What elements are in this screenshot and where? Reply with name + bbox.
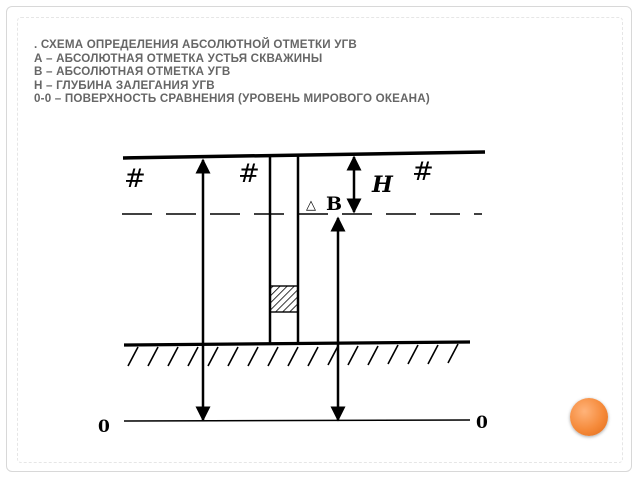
label-b: B <box>326 193 343 215</box>
surface-mark-3: # <box>412 157 434 187</box>
title-line-5: 0-0 – ПОВЕРХНОСТЬ СРАВНЕНИЯ (УРОВЕНЬ МИРОВОГО ОКЕАНА) <box>34 92 430 105</box>
title-line-4: Н – ГЛУБИНА ЗАЛЕГАНИЯ УГВ <box>34 78 215 92</box>
title-line-3: В – АБСОЛЮТНАЯ ОТМЕТКА УГВ <box>34 65 231 78</box>
water-level-triangle-icon: △ <box>306 198 316 213</box>
title-line-1: . СХЕМА ОПРЕДЕЛЕНИЯ АБСОЛЮТНОЙ ОТМЕТКИ УГВ <box>34 38 357 51</box>
title-line-2: А – АБСОЛЮТНАЯ ОТМЕТКА УСТЬЯ СКВАЖИНЫ <box>34 51 323 65</box>
datum-label-right: 0 <box>476 413 488 433</box>
datum-label-left: 0 <box>98 417 110 437</box>
datum-line-0-0 <box>124 420 470 421</box>
borehole-filter-hatch <box>270 286 298 312</box>
aquiclude-line <box>124 342 470 345</box>
surface-mark-2: # <box>238 159 260 189</box>
slide-decoration-circle <box>570 398 608 436</box>
aquiclude-hatching <box>128 344 458 366</box>
label-h: H <box>372 172 393 198</box>
surface-mark-1: # <box>124 164 146 194</box>
